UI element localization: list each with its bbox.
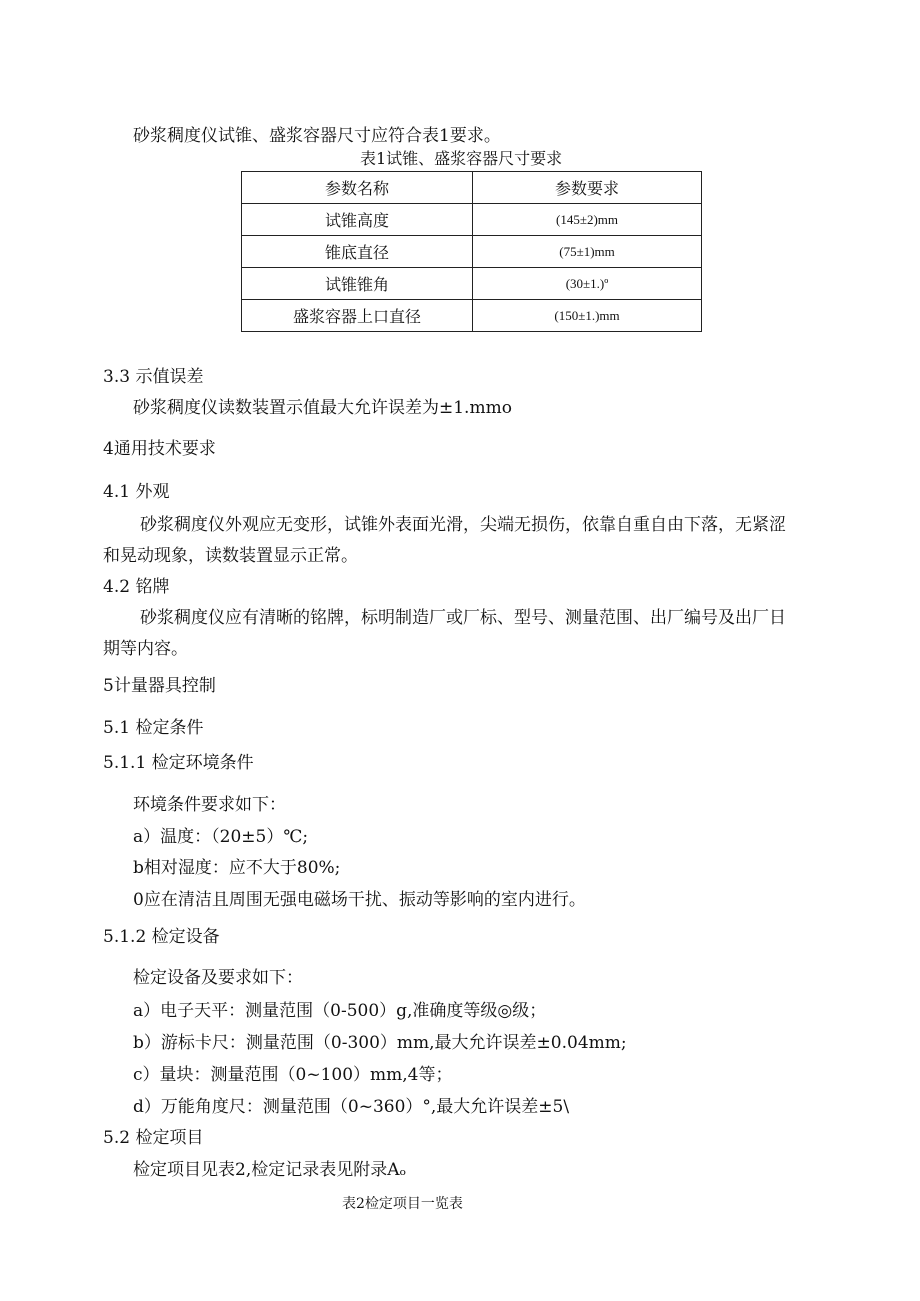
table-cell: (75±1)mm bbox=[473, 236, 702, 268]
table-cell: 试锥高度 bbox=[242, 204, 473, 236]
section-4-1-heading: 4.1 外观 bbox=[103, 482, 170, 502]
table-row bbox=[242, 236, 702, 268]
section-3-3-heading: 3.3 示值误差 bbox=[103, 367, 204, 387]
section-3-3-text: 砂浆稠度仪读数装置示值最大允许误差为±1.mmo bbox=[133, 398, 512, 418]
table1-caption: 表1试锥、盛浆容器尺寸要求 bbox=[360, 149, 563, 168]
section-5-1-heading: 5.1 检定条件 bbox=[103, 718, 204, 738]
list-item: a）温度：（20±5）℃; bbox=[133, 827, 309, 847]
list-item: b）游标卡尺：测量范围（0-300）mm,最大允许误差±0.04mm; bbox=[133, 1033, 627, 1053]
section-5-1-2-heading: 5.1.2 检定设备 bbox=[103, 927, 220, 947]
list-item: 0应在清洁且周围无强电磁场干扰、振动等影响的室内进行。 bbox=[133, 890, 586, 910]
list-item: d）万能角度尺：测量范围（0~360）°,最大允许误差±5\ bbox=[133, 1097, 570, 1117]
section-4-2-line: 砂浆稠度仪应有清晰的铭牌，标明制造厂或厂标、型号、测量范围、出厂编号及出厂日 bbox=[140, 608, 786, 628]
section-4-2-heading: 4.2 铭牌 bbox=[103, 577, 170, 597]
table-header-row bbox=[242, 172, 702, 204]
section-5-1-2-intro: 检定设备及要求如下： bbox=[133, 968, 303, 988]
section-5-heading: 5计量器具控制 bbox=[103, 676, 216, 696]
section-4-2-line: 期等内容。 bbox=[103, 639, 188, 659]
section-4-heading: 4通用技术要求 bbox=[103, 439, 216, 459]
section-4-1-line: 砂浆稠度仪外观应无变形，试锥外表面光滑，尖端无损伤，依靠自重自由下落，无紧涩 bbox=[140, 515, 786, 535]
table2-caption: 表2检定项目一览表 bbox=[342, 1196, 463, 1212]
section-5-2-heading: 5.2 检定项目 bbox=[103, 1128, 204, 1148]
table-cell: 锥底直径 bbox=[242, 236, 473, 268]
section-5-1-1-heading: 5.1.1 检定环境条件 bbox=[103, 753, 254, 773]
table-header-cell: 参数名称 bbox=[242, 172, 473, 204]
list-item: a）电子天平：测量范围（0-500）g,准确度等级◎级； bbox=[133, 1001, 547, 1021]
table1 bbox=[241, 171, 702, 332]
table-cell: 盛浆容器上口直径 bbox=[242, 300, 473, 332]
table-header-cell: 参数要求 bbox=[473, 172, 702, 204]
table-cell: 试锥锥角 bbox=[242, 268, 473, 300]
table-cell: (30±1.)º bbox=[473, 268, 702, 300]
list-item: c）量块：测量范围（0~100）mm,4等； bbox=[133, 1065, 453, 1085]
list-item: b相对湿度：应不大于80%; bbox=[133, 858, 341, 878]
section-5-1-1-intro: 环境条件要求如下： bbox=[133, 795, 286, 815]
table-row bbox=[242, 268, 702, 300]
section-4-1-line: 和晃动现象，读数装置显示正常。 bbox=[103, 546, 358, 566]
table-row bbox=[242, 300, 702, 332]
table-cell: (150±1.)mm bbox=[473, 300, 702, 332]
table-cell: (145±2)mm bbox=[473, 204, 702, 236]
section-5-2-text: 检定项目见表2,检定记录表见附录Aₒ bbox=[133, 1160, 407, 1180]
table-row bbox=[242, 204, 702, 236]
intro-text: 砂浆稠度仪试锥、盛浆容器尺寸应符合表1要求。 bbox=[133, 126, 501, 146]
